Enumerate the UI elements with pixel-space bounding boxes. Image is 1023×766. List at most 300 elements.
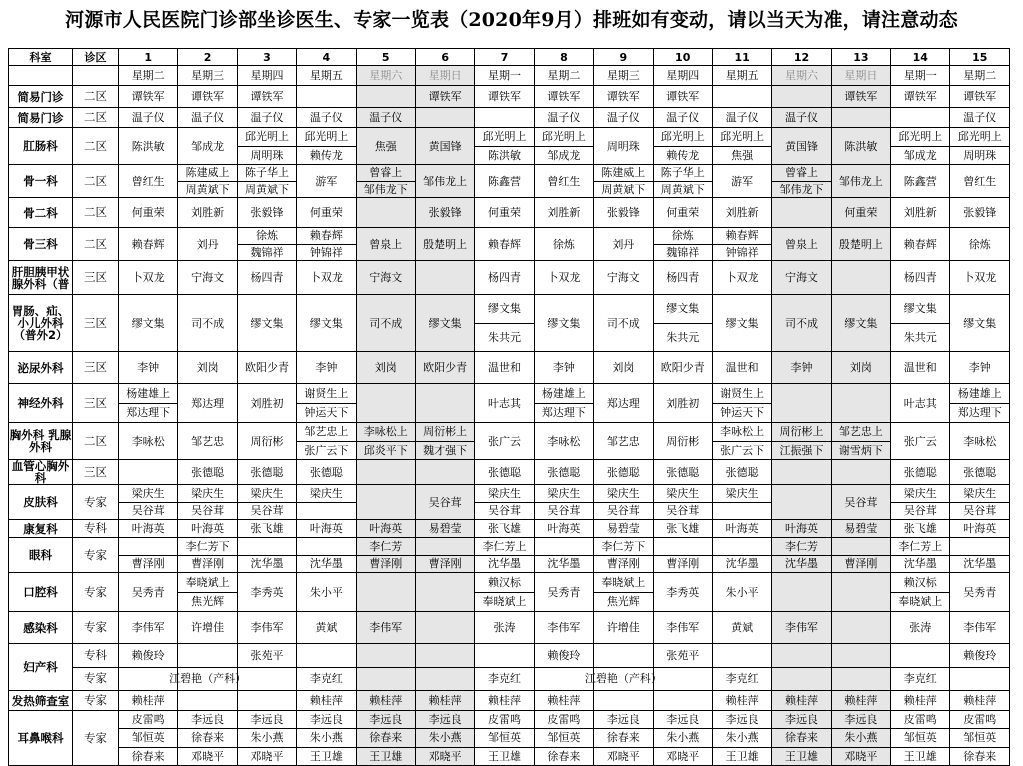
cell-split	[357, 644, 415, 690]
doctor-name: 陈洪敏	[475, 146, 533, 165]
doctor-name: 黄国锋	[772, 128, 831, 165]
cell-split	[178, 573, 236, 611]
doctor-name: 卜双龙	[950, 261, 1010, 295]
cell-split	[654, 711, 712, 765]
doctor-name	[297, 538, 355, 555]
doctor-name: 张德聪	[594, 460, 653, 485]
schedule-cell	[178, 711, 237, 766]
doctor-name: 谭铁军	[237, 86, 296, 108]
doctor-name: 沈华墨	[535, 555, 593, 573]
schedule-cell	[119, 538, 178, 573]
dept-name: 泌尿外科	[9, 352, 73, 384]
doctor-name: 张飞雄	[891, 520, 950, 538]
doctor-name: 欧阳少青	[415, 352, 474, 384]
cell-split	[535, 384, 593, 422]
schedule-cell	[356, 165, 415, 198]
doctor-name: 卜双龙	[297, 261, 356, 295]
doctor-name: 赖俊玲	[547, 648, 581, 662]
doctor-name	[654, 667, 712, 691]
doctor-name	[357, 644, 415, 667]
doctor-name: 朱共元	[891, 323, 949, 352]
doctor-name: 谭铁军	[594, 86, 653, 108]
doctor-name: 奉晓斌上	[475, 592, 533, 612]
doctor-name: 温子仪	[594, 108, 653, 128]
zone-header: 诊区	[73, 49, 119, 66]
dept-name: 眼科	[9, 538, 73, 573]
date-header: 8	[534, 49, 593, 66]
cell-split	[594, 573, 652, 611]
doctor-name	[594, 644, 652, 667]
doctor-name: 李远良	[369, 713, 403, 727]
doctor-name: 梁庆生	[666, 486, 700, 500]
zone-label: 专家	[73, 667, 118, 691]
doctor-name	[119, 538, 177, 555]
doctor-name: 宁海文	[772, 261, 831, 295]
schedule-cell	[653, 485, 712, 520]
doctor-name: 赖春辉	[309, 229, 343, 243]
doctor-name: 周明珠	[950, 146, 1009, 165]
zone-cell	[73, 644, 119, 691]
doctor-name: 缪文集	[903, 302, 937, 316]
date-header: 13	[831, 49, 890, 66]
cell-split	[357, 165, 415, 197]
cell-split	[950, 128, 1009, 164]
doctor-name: 邓晓平	[178, 747, 236, 765]
doctor-name: 殷楚明上	[831, 228, 890, 261]
zone-cell: 专科	[73, 520, 119, 538]
table-row	[9, 108, 1010, 128]
schedule-cell	[297, 384, 356, 423]
doctor-name: 钟锦祥	[297, 244, 355, 261]
doctor-name	[178, 644, 236, 667]
zone-cell: 二区	[73, 228, 119, 261]
doctor-name: 徐炼	[950, 228, 1010, 261]
schedule-cell	[237, 228, 296, 261]
cell-split	[891, 711, 949, 765]
schedule-cell	[950, 485, 1010, 520]
doctor-name	[415, 612, 474, 644]
doctor-name: 卜双龙	[712, 261, 771, 295]
schedule-cell	[584, 644, 662, 691]
schedule-cell	[415, 644, 474, 691]
schedule-cell	[772, 711, 831, 766]
doctor-name: 陈鑫营	[475, 165, 534, 198]
doctor-name	[594, 691, 653, 711]
doctor-name: 缪文集	[488, 302, 522, 316]
schedule-cell	[297, 485, 356, 520]
schedule-cell	[653, 538, 712, 573]
doctor-name: 刘岗	[356, 352, 415, 384]
doctor-name: 邹成龙	[535, 146, 593, 165]
doctor-name	[772, 485, 831, 520]
cell-split	[713, 384, 771, 422]
doctor-name: 皮雷鸣	[488, 713, 522, 727]
doctor-name: 王卫雄	[713, 747, 771, 765]
schedule-cell	[653, 711, 712, 766]
doctor-name: 缪文集	[712, 295, 771, 352]
cell-split	[475, 538, 533, 572]
doctor-name	[831, 261, 890, 295]
doctor-name: 皮雷鸣	[547, 713, 581, 727]
doctor-name	[535, 538, 593, 555]
cell-split	[772, 423, 830, 459]
doctor-name	[356, 86, 415, 108]
schedule-cell	[891, 573, 950, 612]
doctor-name: 温子仪	[772, 108, 831, 128]
zone-cell: 二区	[73, 423, 119, 460]
doctor-name: 朱共元	[475, 323, 533, 352]
cell-split	[178, 538, 236, 572]
doctor-name: 邹伟龙上	[415, 165, 474, 198]
doctor-name: 谭铁军	[415, 86, 474, 108]
doctor-name: 张涛	[475, 612, 534, 644]
doctor-name: 吴谷茸	[654, 502, 712, 520]
cell-split	[475, 128, 533, 164]
doctor-name: 曾睿上	[369, 166, 403, 180]
doctor-name: 赖传龙	[297, 146, 355, 165]
dept-name: 胸外科 乳腺外科	[9, 423, 73, 460]
doctor-name: 张毅锋	[237, 198, 296, 228]
schedule-cell	[475, 644, 534, 691]
schedule-cell	[237, 711, 296, 766]
doctor-name	[475, 644, 533, 667]
dept-name: 肝胆胰甲状腺外科（普	[9, 261, 73, 295]
cell-split	[297, 711, 355, 765]
doctor-name: 郑达理下	[535, 403, 593, 423]
doctor-name: 徐春来	[950, 747, 1009, 765]
zone-cell: 二区	[73, 165, 119, 198]
doctor-name	[297, 502, 355, 520]
doctor-name: 李伟军	[653, 612, 712, 644]
cell-split	[772, 711, 830, 765]
doctor-name: 叶海英	[356, 520, 415, 538]
schedule-cell	[712, 711, 771, 766]
table-row	[9, 352, 1010, 384]
doctor-name: 朱小燕	[297, 728, 355, 746]
doctor-name: 张德聪	[653, 460, 712, 485]
doctor-name: 邱光明上	[957, 130, 1002, 144]
schedule-cell	[297, 228, 356, 261]
doctor-name: 赖俊玲	[131, 648, 165, 662]
doctor-name	[416, 538, 474, 555]
doctor-name: 叶海英	[950, 520, 1010, 538]
doctor-name: 邓晓平	[832, 747, 890, 765]
schedule-cell	[119, 384, 178, 423]
doctor-name: 刘岗	[831, 352, 890, 384]
cell-split	[475, 295, 533, 351]
doctor-name: 梁庆生	[250, 486, 284, 500]
doctor-name: 司不成	[772, 295, 831, 352]
doctor-name: 沈华墨	[475, 555, 533, 573]
doctor-name: 赖桂萍	[831, 691, 890, 711]
doctor-name	[415, 384, 474, 423]
cell-split	[119, 538, 177, 572]
doctor-name: 王卫雄	[772, 747, 830, 765]
cell-split	[535, 128, 593, 164]
schedule-cell	[772, 165, 831, 198]
doctor-name: 吴谷茸	[950, 502, 1009, 520]
cell-split	[119, 485, 177, 519]
doctor-name: 杨建雄上	[541, 386, 586, 400]
cell-split	[178, 711, 236, 765]
doctor-name: 曾泉上	[772, 228, 831, 261]
doctor-name: 皮雷鸣	[131, 713, 165, 727]
doctor-name: 杨建雄上	[126, 386, 171, 400]
doctor-name: 李钟	[534, 352, 593, 384]
zone-cell: 专家	[73, 573, 119, 612]
doctor-name: 欧阳少青	[237, 352, 296, 384]
doctor-name: 许增佳	[594, 612, 653, 644]
cell-split	[584, 644, 662, 690]
doctor-name: 李伟军	[237, 612, 296, 644]
date-header: 4	[297, 49, 356, 66]
doctor-name: 司不成	[178, 295, 237, 352]
doctor-name: 徐炼	[671, 229, 694, 243]
doctor-name: 曹泽刚	[357, 555, 415, 573]
doctor-name: 徐炼	[534, 228, 593, 261]
doctor-name: 徐春来	[357, 728, 415, 746]
doctor-name: 叶志其	[475, 384, 534, 423]
doctor-name: 李伟军	[356, 612, 415, 644]
header-blank	[9, 66, 73, 86]
cell-split	[891, 295, 949, 351]
cell-split	[357, 423, 415, 459]
schedule-cell	[653, 295, 712, 352]
doctor-name: 焦光辉	[178, 592, 236, 612]
doctor-name: 游军	[297, 165, 356, 198]
doctor-name: 王卫雄	[357, 747, 415, 765]
cell-split	[475, 573, 533, 611]
doctor-name: 李远良	[428, 713, 462, 727]
dept-name: 骨二科	[9, 198, 73, 228]
cell-split	[713, 644, 771, 690]
doctor-name: 李伟军	[950, 612, 1010, 644]
schedule-cell	[475, 538, 534, 573]
doctor-name: 邹伟龙下	[357, 181, 415, 198]
schedule-cell	[237, 165, 296, 198]
doctor-name: 吴谷茸	[535, 502, 593, 520]
zone-cell: 二区	[73, 86, 119, 108]
doctor-name: 李克红	[475, 667, 533, 691]
doctor-name	[772, 460, 831, 485]
doctor-name: 李克红	[713, 667, 771, 691]
doctor-name: 李远良	[250, 713, 284, 727]
cell-split	[169, 644, 247, 690]
schedule-cell	[712, 423, 771, 460]
doctor-name: 焦强	[713, 146, 771, 165]
dept-name: 皮肤科	[9, 485, 73, 520]
doctor-name: 张广云	[891, 423, 950, 460]
zone-cell: 专家	[73, 612, 119, 644]
doctor-name	[713, 538, 771, 555]
doctor-name: 吴谷茸	[594, 502, 652, 520]
doctor-name: 张德聪	[297, 460, 356, 485]
cell-split	[832, 423, 890, 459]
cell-split	[178, 485, 236, 519]
cell-split	[297, 228, 355, 260]
doctor-name: 赖汉标	[903, 575, 937, 589]
doctor-name: 张广云	[475, 423, 534, 460]
doctor-name: 何重荣	[475, 198, 534, 228]
doctor-name: 许增佳	[178, 612, 237, 644]
schedule-cell	[891, 295, 950, 352]
schedule-cell	[653, 165, 712, 198]
doctor-name: 李伟军	[772, 612, 831, 644]
doctor-name: 焦强	[356, 128, 415, 165]
schedule-cell	[297, 538, 356, 573]
doctor-name: 温子仪	[119, 108, 178, 128]
doctor-name: 周黄斌下	[178, 181, 236, 198]
cell-split	[238, 228, 296, 260]
doctor-name: 李钟	[119, 352, 178, 384]
doctor-name: 吴谷茸	[238, 502, 296, 520]
cell-split	[416, 538, 474, 572]
doctor-name: 刘胜新	[712, 198, 771, 228]
dept-name: 发热筛查室	[9, 691, 73, 711]
doctor-name	[416, 667, 474, 691]
doctor-name: 张德聪	[237, 460, 296, 485]
doctor-name: 邹成龙	[178, 128, 237, 165]
cell-split	[832, 538, 890, 572]
doctor-name: 奉晓斌上	[601, 575, 646, 589]
doctor-name	[356, 573, 415, 612]
doctor-name: 钟运天下	[713, 403, 771, 423]
doctor-name: 皮雷鸣	[903, 713, 937, 727]
cell-split	[297, 423, 355, 459]
doctor-name: 杨四青	[475, 261, 534, 295]
dept-name: 妇产科	[9, 644, 73, 691]
schedule-cell	[178, 485, 237, 520]
table-row	[9, 573, 1010, 612]
zone-cell: 三区	[73, 460, 119, 485]
cell-split	[654, 228, 712, 260]
header-row-weekdays	[9, 66, 1010, 86]
schedule-cell	[356, 538, 415, 573]
schedule-cell	[534, 485, 593, 520]
doctor-name: 刘胜新	[534, 198, 593, 228]
doctor-name: 张毅锋	[594, 198, 653, 228]
schedule-cell	[356, 711, 415, 766]
doctor-name	[831, 108, 890, 128]
doctor-name: 李秀英	[653, 573, 712, 612]
date-header: 12	[772, 49, 831, 66]
doctor-name: 张德聪	[891, 460, 950, 485]
doctor-name: 谭铁军	[653, 86, 712, 108]
weekday-header: 星期四	[653, 66, 712, 86]
doctor-name: 周黄斌下	[594, 181, 652, 198]
schedule-cell	[178, 573, 237, 612]
doctor-name: 钟锦祥	[713, 244, 771, 261]
doctor-name: 陈建威上	[185, 166, 230, 180]
doctor-name: 温子仪	[712, 108, 771, 128]
doctor-name: 黄斌	[712, 612, 771, 644]
schedule-cell	[119, 711, 178, 766]
schedule-cell	[475, 485, 534, 520]
doctor-name: 易碧莹	[415, 520, 474, 538]
doctor-name: 张德聪	[178, 460, 237, 485]
cell-split	[594, 165, 652, 197]
dept-name: 简易门诊	[9, 86, 73, 108]
doctor-name: 梁庆生	[131, 486, 165, 500]
cell-split	[535, 538, 593, 572]
schedule-cell	[297, 711, 356, 766]
doctor-name	[237, 691, 296, 711]
schedule-cell	[891, 711, 950, 766]
doctor-name: 李仁芳	[784, 539, 818, 553]
doctor-name: 张苑平	[666, 648, 700, 662]
doctor-name	[772, 384, 831, 423]
doctor-name: 赖春辉	[891, 228, 950, 261]
weekday-header: 星期一	[891, 66, 950, 86]
doctor-name: 叶海英	[178, 520, 237, 538]
doctor-name: 周衍彬	[653, 423, 712, 460]
doctor-name	[119, 460, 178, 485]
table-row	[9, 295, 1010, 352]
cell-split	[713, 485, 771, 519]
doctor-name: 缪文集	[297, 295, 356, 352]
doctor-name: 叶海英	[712, 520, 771, 538]
doctor-name: 张飞雄	[475, 520, 534, 538]
cell-split	[713, 711, 771, 765]
cell-split	[535, 485, 593, 519]
doctor-name	[238, 667, 296, 691]
schedule-cell	[169, 644, 247, 691]
doctor-name: 赖桂萍	[772, 691, 831, 711]
schedule-cell	[475, 573, 534, 612]
doctor-name: 缪文集	[534, 295, 593, 352]
doctor-name: 魏锦祥	[238, 244, 296, 261]
doctor-name: 游军	[712, 165, 771, 198]
doctor-name: 李远良	[666, 713, 700, 727]
doctor-name: 卜双龙	[534, 261, 593, 295]
date-header: 15	[950, 49, 1010, 66]
doctor-name	[654, 538, 712, 555]
doctor-name: 江振强下	[772, 441, 830, 460]
schedule-cell	[594, 485, 653, 520]
doctor-name: 张涛	[891, 612, 950, 644]
doctor-name: 周黄斌下	[654, 181, 712, 198]
cell-split	[119, 384, 177, 422]
schedule-cell	[712, 538, 771, 573]
doctor-name: 邱光明上	[304, 130, 349, 144]
doctor-name	[772, 573, 831, 612]
doctor-name: 赖桂萍	[712, 691, 771, 711]
date-header: 5	[356, 49, 415, 66]
doctor-name: 谭铁军	[534, 86, 593, 108]
zone-cell: 三区	[73, 261, 119, 295]
doctor-name: 邹恒英	[950, 728, 1009, 746]
doctor-name: 易碧莹	[831, 520, 890, 538]
doctor-name	[950, 667, 1009, 691]
schedule-cell	[712, 128, 771, 165]
schedule-cell	[772, 644, 831, 691]
doctor-name: 徐春来	[535, 747, 593, 765]
table-row	[9, 261, 1010, 295]
doctor-name: 邹艺忠	[178, 423, 237, 460]
schedule-cell	[415, 538, 474, 573]
doctor-name: 张飞雄	[653, 520, 712, 538]
doctor-name: 徐春来	[178, 728, 236, 746]
schedule-cell	[297, 423, 356, 460]
doctor-name	[772, 667, 830, 691]
doctor-name: 杨建雄上	[957, 386, 1002, 400]
doctor-name: 缪文集	[415, 295, 474, 352]
doctor-name: 温子仪	[950, 108, 1010, 128]
doctor-name: 叶志其	[891, 384, 950, 423]
date-header: 10	[653, 49, 712, 66]
doctor-name	[831, 612, 890, 644]
cell-split	[713, 128, 771, 164]
